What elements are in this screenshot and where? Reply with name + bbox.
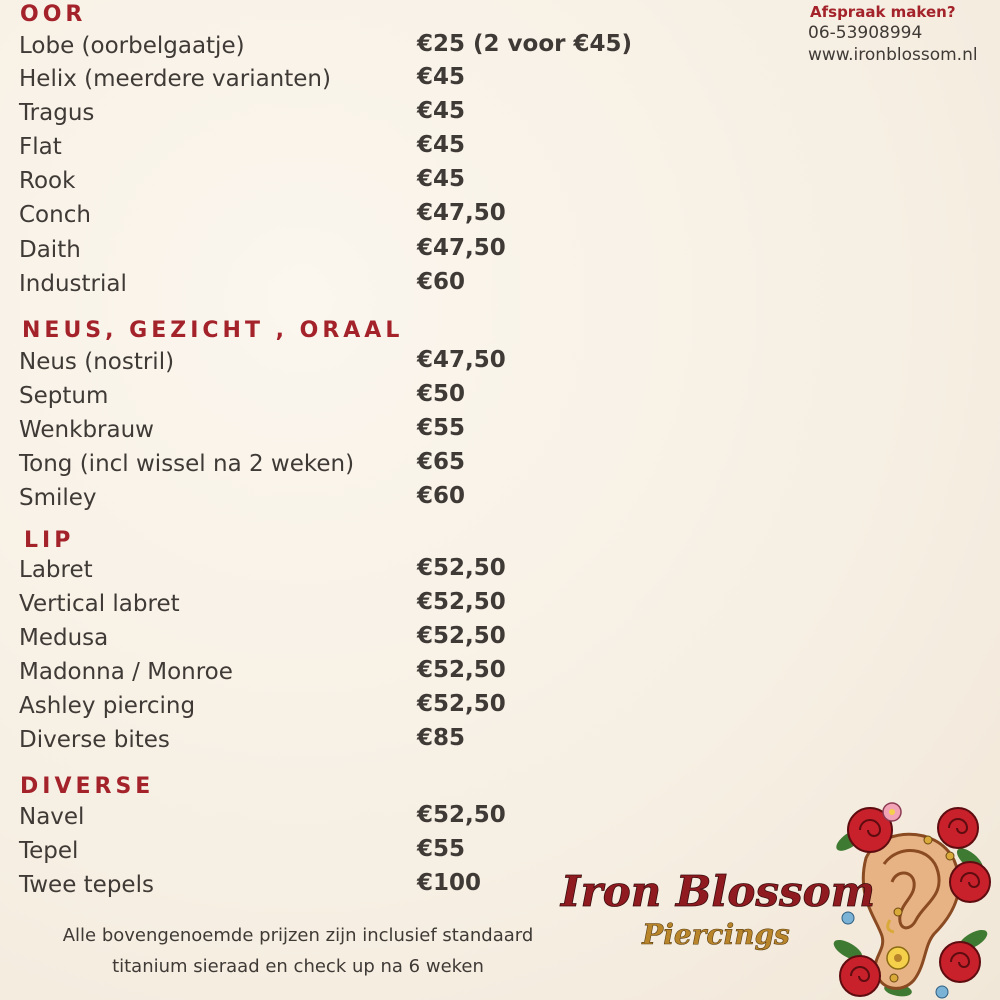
yellow-flower [887,947,909,969]
price-row-smiley [0,483,700,517]
item-name: Wenkbrauw [19,417,154,443]
item-name: Labret [19,557,93,583]
price-row-labret [0,555,700,589]
contact-phone[interactable]: 06-53908994 [808,23,923,43]
contact-website[interactable]: www.ironblossom.nl [808,45,978,65]
rose-right [950,862,990,902]
item-price: €52,50 [417,555,506,581]
section-heading-diverse: DIVERSE [20,774,155,799]
contact-block [808,2,998,66]
item-price: €52,50 [417,657,506,683]
item-name: Septum [19,383,109,409]
item-price: €45 [417,64,466,90]
item-name: Lobe (oorbelgaatje) [19,33,245,59]
item-name: Neus (nostril) [19,349,175,375]
item-name: Diverse bites [19,727,170,753]
rose-bottom-right [940,942,980,982]
item-name: Industrial [19,271,127,297]
item-name: Tepel [19,838,79,864]
item-price: €47,50 [417,200,506,226]
item-name: Rook [19,168,76,194]
logo-title: Iron Blossom [560,867,876,916]
item-name: Medusa [19,625,109,651]
price-row-rook [0,166,700,200]
item-name: Vertical labret [19,591,180,617]
item-name: Daith [19,237,81,263]
price-row-tong [0,449,700,483]
price-row-daith [0,235,700,269]
item-name: Ashley piercing [19,693,196,719]
item-price: €47,50 [417,235,506,261]
pink-flower [883,803,901,821]
price-row-navel [0,802,700,836]
price-row-tepel [0,836,700,870]
item-price: €55 [417,836,466,862]
rose-bottom-left [840,956,880,996]
price-row-conch [0,200,700,234]
item-price: €65 [417,449,466,475]
footer-line-2: titanium sieraad en check up na 6 weken [112,956,484,977]
price-row-industrial [0,269,700,303]
item-name: Flat [19,134,62,160]
item-name: Conch [19,202,91,228]
price-row-tragus [0,98,700,132]
item-price: €52,50 [417,691,506,717]
item-price: €52,50 [417,589,506,615]
item-price: €100 [417,870,482,896]
section-heading-lip: LIP [24,528,75,553]
item-name: Tragus [19,100,95,126]
item-price: €45 [417,132,466,158]
item-name: Twee tepels [19,872,154,898]
price-row-helix [0,64,700,98]
item-price: €60 [417,269,466,295]
price-row-ashley [0,691,700,725]
item-price: €55 [417,415,466,441]
item-price: €50 [417,381,466,407]
footer-line-1: Alle bovengenoemde prijzen zijn inclusief standaard [62,925,534,946]
item-price: €25 (2 voor €45) [417,31,633,57]
price-row-medusa [0,623,700,657]
item-price: €45 [417,166,466,192]
item-name: Madonna / Monroe [19,659,233,685]
item-price: €60 [417,483,466,509]
price-row-neus [0,347,700,381]
item-name: Navel [19,804,85,830]
price-row-lobe [0,31,700,65]
price-row-madonna-monroe [0,657,700,691]
price-row-flat [0,132,700,166]
item-name: Tong (incl wissel na 2 weken) [19,451,355,477]
price-row-septum [0,381,700,415]
price-row-vertical-labret [0,589,700,623]
iron-blossom-logo [560,800,998,1000]
footer-note [18,920,578,982]
contact-title: Afspraak maken? [810,3,956,21]
item-price: €45 [417,98,466,124]
price-row-wenkbrauw [0,415,700,449]
logo-subtitle: Piercings [642,918,790,951]
rose-top-right [938,808,978,848]
item-price: €47,50 [417,347,506,373]
item-price: €52,50 [417,802,506,828]
section-heading-oor: OOR [20,2,87,27]
price-row-diverse-bites [0,725,700,759]
ear-flowers-illustration [560,800,998,1000]
item-price: €52,50 [417,623,506,649]
item-name: Helix (meerdere varianten) [19,66,331,92]
item-price: €85 [417,725,466,751]
section-heading-neus-gezicht-oraal: NEUS, GEZICHT , ORAAL [22,318,404,343]
item-name: Smiley [19,485,97,511]
